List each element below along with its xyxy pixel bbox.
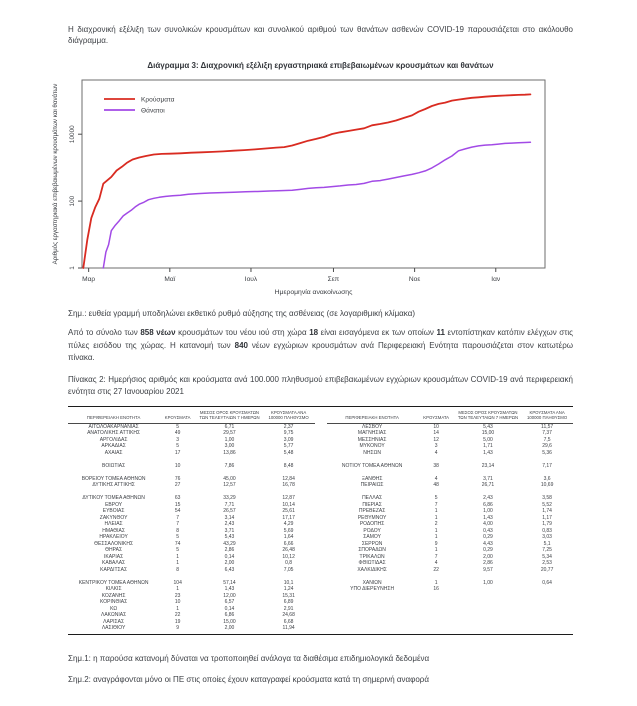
cases-value: 49 (174, 430, 181, 437)
cases-value: 9 (176, 625, 180, 632)
region-name: ΒΟΡΕΙΟΥ ΤΟΜΕΑ ΑΘΗΝΩΝ (81, 475, 146, 482)
region-name: ΦΘΙΩΤΙΔΑΣ (358, 560, 386, 567)
per100k-value: 2,53 (542, 560, 552, 567)
region-name: ΞΑΝΘΗΣ (361, 475, 383, 482)
per100k-value: 7,17 (542, 462, 552, 469)
cases-value: 5 (176, 534, 180, 541)
avg7-value: 12,57 (223, 482, 236, 489)
cases-value: 7 (434, 501, 438, 508)
region-name: ΡΟΔΟΥ (363, 527, 381, 534)
avg7-value: 0,29 (483, 547, 493, 554)
empty-cell (521, 625, 573, 632)
avg7-value: 6,57 (224, 599, 235, 606)
domestic-cases: 840 (234, 340, 248, 350)
per100k-value: 25,61 (282, 508, 295, 515)
per100k-value: 6,66 (283, 540, 294, 547)
per100k-value: 7,37 (542, 430, 552, 437)
region-name: ΣΑΜΟΥ (363, 534, 381, 541)
avg7-value: 1,00 (224, 436, 235, 443)
cases-value: 9 (434, 540, 438, 547)
region-name: ΑΧΑΪΑΣ (104, 449, 123, 456)
region-name: ΖΑΚΥΝΘΟΥ (99, 514, 128, 521)
avg7-value: 6,86 (224, 612, 235, 619)
avg7-value: 15,00 (223, 618, 236, 625)
cases-value: 38 (433, 462, 439, 469)
per100k-value: 5,1 (543, 540, 551, 547)
regional-table-left (68, 408, 315, 632)
avg7-value: 1,43 (483, 514, 493, 521)
avg7-value: 1,00 (483, 579, 493, 586)
region-name: ΡΕΘΥΜΝΟΥ (357, 514, 387, 521)
per100k-value: 11,94 (282, 625, 295, 632)
cases-value: 4 (434, 560, 438, 567)
region-name: ΕΒΡΟΥ (105, 501, 123, 508)
avg7-value: 0,14 (224, 553, 235, 560)
cases-value: 5 (434, 495, 438, 502)
cases-value: 1 (176, 553, 180, 560)
avg7-value: 29,57 (223, 430, 236, 437)
avg7-value: 0,43 (483, 527, 493, 534)
cases-value: 8 (176, 527, 180, 534)
region-name: ΣΕΡΡΩΝ (361, 540, 383, 547)
cases-value: 54 (174, 508, 181, 515)
per100k-value: 26,48 (282, 547, 295, 554)
avg7-value: 23,14 (481, 462, 495, 469)
avg7-value: 0,14 (224, 605, 235, 612)
per100k-value: 5,48 (283, 449, 294, 456)
region-name: ΠΕΙΡΑΙΩΣ (360, 482, 384, 489)
cases-value: 1 (434, 508, 438, 515)
avg7-value: 45,00 (223, 475, 236, 482)
cases-value: 5 (176, 423, 180, 430)
empty-cell (327, 625, 418, 632)
per100k-value: 3,03 (542, 534, 552, 541)
avg7-value: 43,29 (223, 540, 236, 547)
per100k-value: 0,64 (542, 579, 552, 586)
region-name: ΜΕΣΣΗΝΙΑΣ (357, 436, 387, 443)
column-header: ΚΡΟΥΣΜΑΤΑ (418, 408, 455, 424)
cases-value: 76 (174, 475, 181, 482)
cases-value: 1 (434, 534, 438, 541)
avg7-value: 3,71 (483, 475, 493, 482)
cases-value: 23 (174, 592, 181, 599)
cases-value: 19 (174, 618, 181, 625)
avg7-value: 4,43 (483, 540, 493, 547)
cases-summary-paragraph (68, 327, 573, 365)
per100k-value: 9,75 (283, 430, 294, 437)
avg7-value: 5,00 (483, 436, 493, 443)
avg7-value: 7,86 (224, 462, 235, 469)
region-name: ΑΙΤΩΛΟΑΚΑΡΝΑΝΙΑΣ (88, 423, 139, 430)
avg7-value: 2,00 (224, 625, 235, 632)
gate-detected-cases: 11 (436, 328, 445, 337)
region-name: ΚΙΛΚΙΣ (105, 586, 122, 593)
svg-text:1: 1 (69, 266, 76, 270)
per100k-value: 12,84 (282, 475, 295, 482)
table-row (327, 423, 574, 430)
avg7-value: 2,86 (483, 560, 493, 567)
cases-value: 1 (176, 605, 180, 612)
avg7-value: 1,71 (483, 443, 493, 450)
region-name: ΔΥΤΙΚΟΥ ΤΟΜΕΑ ΑΘΗΝΩΝ (82, 495, 145, 502)
avg7-value: 6,86 (483, 501, 493, 508)
footnote-2: Σημ.2: αναγράφονται μόνο οι ΠΕ στις οποίες έχουν καταγραφεί κρούσματα κατά τη σημερινή αναφορά (68, 674, 429, 684)
table-row (68, 625, 315, 632)
avg7-value: 1,43 (483, 449, 493, 456)
region-name: ΝΗΣΩΝ (363, 449, 381, 456)
region-name: ΧΑΛΚΙΔΙΚΗΣ (357, 566, 387, 573)
cases-value: 2 (434, 521, 438, 528)
chart-note: Σημ.: ευθεία γραμμή υποδηλώνει εκθετικό ρυθμό αύξησης της ασθένειας (σε λογαριθμική κλίμακα) (68, 309, 415, 318)
per100k-value: 7,5 (543, 436, 551, 443)
region-name: ΜΑΓΝΗΣΙΑΣ (357, 430, 387, 437)
per100k-value: 5,34 (542, 553, 552, 560)
per100k-value: 15,31 (282, 592, 295, 599)
cases-value: 8 (176, 566, 180, 573)
table-row (68, 423, 315, 430)
cases-value: 1 (434, 579, 438, 586)
per100k-value: 7,25 (542, 547, 552, 554)
svg-text:Σεπ: Σεπ (327, 276, 340, 283)
intro-paragraph: Η διαχρονική εξέλιξη των συνολικών κρουσμάτων και συνολικού αριθμού των θανάτων ασθενών COVID-19 παρουσιάζεται στο ακόλουθο διάγραμμα. (68, 25, 573, 45)
cases-value: 48 (433, 482, 439, 489)
cases-value: 1 (176, 586, 180, 593)
column-header: ΚΡΟΥΣΜΑΤΑ ΑΝΑ 100000 ΠΛΗΘΥΣΜΟ (521, 408, 573, 424)
svg-text:Αριθμός εργαστηριακά επιβεβαιω: Αριθμός εργαστηριακά επιβεβαιωμένων κρουσμάτων και θανάτων (52, 83, 59, 265)
region-name: ΗΜΑΘΙΑΣ (102, 527, 125, 534)
cases-value: 1 (434, 514, 438, 521)
summary-text: κρουσμάτων του νέου ιού στη χώρα (175, 328, 310, 337)
region-name: ΤΡΙΚΑΛΩΝ (359, 553, 385, 560)
per100k-value: 3,09 (283, 436, 294, 443)
per100k-value: 3,6 (543, 475, 551, 482)
imported-cases: 18 (309, 328, 319, 337)
per100k-value: 0,8 (285, 560, 293, 567)
footnote-1: Σημ.1: η παρούσα κατανομή δύναται να τροποποιηθεί ανάλογα τα διαθέσιμα επιδημιολογικά δεδομένα (68, 653, 430, 663)
avg7-value: 2,00 (483, 553, 493, 560)
region-name: ΛΕΣΒΟΥ (362, 423, 383, 430)
region-name: ΜΥΚΟΝΟΥ (359, 443, 385, 450)
table-spacer-row (327, 625, 574, 632)
avg7-value: 2,86 (224, 547, 235, 554)
region-name: ΒΟΙΩΤΙΑΣ (101, 462, 126, 469)
region-name: ΙΚΑΡΙΑΣ (103, 553, 124, 560)
per100k-value: 17,17 (282, 514, 295, 521)
avg7-value: 12,00 (223, 592, 236, 599)
region-name: ΝΟΤΙΟΥ ΤΟΜΕΑ ΑΘΗΝΩΝ (341, 462, 403, 469)
region-name: ΑΝΑΤΟΛΙΚΗΣ ΑΤΤΙΚΗΣ (87, 430, 141, 437)
cases-value: 4 (434, 475, 438, 482)
footnotes (68, 653, 573, 685)
column-header: ΠΕΡΙΦΕΡΕΙΑΚΗ ΕΝΟΤΗΤΑ (327, 408, 418, 424)
cases-value: 16 (433, 586, 439, 593)
region-name: ΚΟΖΑΝΗΣ (101, 592, 126, 599)
per100k-value: 24,68 (282, 612, 295, 619)
per100k-value: 6,68 (283, 618, 294, 625)
chart-container (48, 72, 573, 305)
column-header: ΚΡΟΥΣΜΑΤΑ ΑΝΑ 100000 ΠΛΗΘΥΣΜΟ (263, 408, 315, 424)
per100k-value: 10,1 (283, 579, 294, 586)
cases-value: 27 (174, 482, 181, 489)
cases-value: 10 (433, 423, 439, 430)
per100k-value: 20,77 (540, 566, 554, 573)
per100k-value: 10,12 (282, 553, 295, 560)
svg-text:Ιαν: Ιαν (491, 276, 501, 283)
cases-value: 12 (433, 436, 439, 443)
avg7-value: 9,57 (483, 566, 493, 573)
svg-text:Μαρ: Μαρ (82, 276, 96, 283)
avg7-value: 3,71 (224, 527, 235, 534)
cases-value: 15 (174, 501, 181, 508)
region-name: ΘΗΡΑΣ (105, 547, 123, 554)
cases-value: 63 (174, 495, 181, 502)
svg-text:Κρούσματα: Κρούσματα (141, 96, 175, 104)
region-name: ΠΡΕΒΕΖΑΣ (358, 508, 386, 515)
per100k-value: 11,57 (541, 423, 554, 430)
cases-value: 5 (176, 443, 180, 450)
region-name: ΛΑΡΙΣΑΣ (103, 618, 125, 625)
region-name: ΚΟΡΙΝΘΙΑΣ (100, 599, 128, 606)
region-name: ΛΑΣΙΘΙΟΥ (101, 625, 126, 632)
empty-cell (455, 625, 522, 632)
avg7-value: 6,43 (224, 566, 235, 573)
summary-text: είναι εισαγόμενα εκ των οποίων (318, 328, 437, 337)
svg-text:10000: 10000 (69, 125, 76, 144)
region-name: ΗΡΑΚΛΕΙΟΥ (99, 534, 128, 541)
avg7-value: 0,29 (483, 534, 493, 541)
region-name: ΕΥΒΟΙΑΣ (102, 508, 125, 515)
cases-value: 22 (174, 612, 181, 619)
per100k-value: 0,83 (542, 527, 552, 534)
cases-value: 7 (434, 553, 438, 560)
cases-value: 17 (174, 449, 181, 456)
avg7-value: 3,14 (224, 514, 235, 521)
region-name: ΣΠΟΡΑΔΩΝ (358, 547, 386, 554)
avg7-value: 26,71 (481, 482, 495, 489)
avg7-value: 4,00 (483, 521, 493, 528)
cases-value: 3 (434, 443, 438, 450)
regional-table (68, 406, 573, 635)
column-header: ΚΡΟΥΣΜΑΤΑ (159, 408, 196, 424)
per100k-value: 16,78 (282, 482, 295, 489)
total-new-cases: 858 νέων (140, 328, 176, 337)
avg7-value: 26,57 (223, 508, 236, 515)
per100k-value: 5,77 (283, 443, 294, 450)
empty-cell (418, 625, 455, 632)
region-name: ΚΕΝΤΡΙΚΟΥ ΤΟΜΕΑ ΑΘΗΝΩΝ (78, 579, 149, 586)
svg-text:Ημερομηνία ανακοίνωσης: Ημερομηνία ανακοίνωσης (274, 289, 353, 296)
per100k-value: 8,48 (283, 462, 294, 469)
avg7-value: 3,00 (224, 443, 235, 450)
avg7-value: 33,29 (223, 495, 236, 502)
cases-value: 4 (434, 449, 438, 456)
chart-title: Διάγραμμα 3: Διαχρονική εξέλιξη εργαστηριακά επιβεβαιωμένων κρουσμάτων και θανάτων (147, 61, 494, 70)
per100k-value: 2,91 (283, 605, 294, 612)
cases-deaths-chart (48, 72, 553, 300)
cases-value: 7 (176, 521, 180, 528)
avg7-value: 5,43 (224, 534, 235, 541)
region-name: ΠΙΕΡΙΑΣ (362, 501, 382, 508)
avg7-value: 1,43 (224, 586, 235, 593)
per100k-value: 1,74 (542, 508, 552, 515)
avg7-value: 2,43 (483, 495, 493, 502)
avg7-value: 2,00 (224, 560, 235, 567)
per100k-value: 7,05 (283, 566, 294, 573)
cases-value: 104 (173, 579, 182, 586)
cases-value: 14 (433, 430, 439, 437)
per100k-value: 1,64 (283, 534, 294, 541)
region-name: ΠΕΛΛΑΣ (362, 495, 383, 502)
cases-value: 3 (176, 436, 180, 443)
region-name: ΚΑΒΑΛΑΣ (102, 560, 126, 567)
per100k-value: 1,24 (283, 586, 294, 593)
per100k-value: 1,79 (542, 521, 552, 528)
cases-value: 1 (434, 527, 438, 534)
avg7-value: 1,00 (483, 508, 493, 515)
column-header: ΠΕΡΙΦΕΡΕΙΑΚΗ ΕΝΟΤΗΤΑ (68, 408, 159, 424)
cases-value: 7 (176, 514, 180, 521)
avg7-value: 2,43 (224, 521, 235, 528)
per100k-value: 29,6 (542, 443, 552, 450)
avg7-value: 13,86 (223, 449, 236, 456)
cases-value: 10 (174, 462, 181, 469)
region-name: ΑΡΚΑΔΙΑΣ (101, 443, 126, 450)
svg-text:100: 100 (69, 195, 76, 207)
column-header: ΜΕΣΟΣ ΟΡΟΣ ΚΡΟΥΣΜΑΤΩΝ ΤΩΝ ΤΕΛΕΥΤΑΙΩΝ 7 ΗΜΕΡΩΝ (196, 408, 263, 424)
per100k-value: 5,69 (283, 527, 294, 534)
per100k-value: 10,14 (282, 501, 295, 508)
per100k-value: 6,89 (283, 599, 294, 606)
per100k-value: 1,17 (542, 514, 552, 521)
svg-text:Θάνατοι: Θάνατοι (141, 107, 165, 115)
per100k-value: 4,29 (283, 521, 294, 528)
avg7-value: 57,14 (223, 579, 236, 586)
cases-value: 22 (433, 566, 439, 573)
avg7-value: 15,00 (481, 430, 495, 437)
table-caption: Πίνακας 2: Ημερήσιος αριθμός και κρούσματα ανά 100.000 πληθυσμού επιβεβαιωμένων εγχώριων κρουσμάτων COVID-19 ανά περιφερειακή ενότητα στις 27 Ιανουαρίου 2021 (68, 374, 573, 396)
region-name: ΧΑΝΙΩΝ (362, 579, 382, 586)
per100k-value: 2,37 (283, 423, 294, 430)
avg7-value: 7,71 (224, 501, 235, 508)
region-name: ΗΛΕΙΑΣ (104, 521, 123, 528)
region-name: ΚΑΡΔΙΤΣΑΣ (100, 566, 128, 573)
per100k-value: 5,36 (542, 449, 552, 456)
cases-value: 1 (434, 547, 438, 554)
region-name: ΛΑΚΩΝΙΑΣ (101, 612, 127, 619)
region-name: ΔΥΤΙΚΗΣ ΑΤΤΙΚΗΣ (92, 482, 135, 489)
avg7-value: 5,43 (483, 423, 493, 430)
region-name: ΥΠΟ ΔΙΕΡΕΥΝΗΣΗ (350, 586, 395, 593)
regional-table-right (327, 408, 574, 632)
summary-text: νέων εγχώριων κρουσμάτων ανά Περιφερειακή Ενότητα παρουσιάζεται στον κατωτέρω πίνακα. (68, 340, 574, 362)
per100k-value: 10,69 (540, 482, 554, 489)
summary-text: Από το σύνολο των (68, 328, 141, 337)
avg7-value: 6,71 (224, 423, 235, 430)
region-name: ΘΕΣΣΑΛΟΝΙΚΗΣ (94, 540, 134, 547)
svg-text:Νοε: Νοε (408, 276, 421, 283)
cases-value: 1 (176, 560, 180, 567)
svg-text:Ιουλ: Ιουλ (244, 276, 258, 283)
column-header: ΜΕΣΟΣ ΟΡΟΣ ΚΡΟΥΣΜΑΤΩΝ ΤΩΝ ΤΕΛΕΥΤΑΙΩΝ 7 ΗΜΕΡΩΝ (455, 408, 522, 424)
summary-text: εντοπίστηκαν κατόπιν ελέγχων στις πύλες εισόδου της χώρας. Η κατανομή των (68, 328, 574, 350)
cases-value: 5 (176, 547, 180, 554)
per100k-value: 5,52 (542, 501, 552, 508)
per100k-value: 12,87 (282, 495, 295, 502)
region-name: ΚΩ (110, 605, 118, 612)
region-name: ΡΟΔΟΠΗΣ (359, 521, 385, 528)
cases-value: 74 (174, 540, 181, 547)
per100k-value: 3,58 (542, 495, 552, 502)
svg-text:Μαϊ: Μαϊ (164, 276, 176, 283)
cases-value: 10 (174, 599, 181, 606)
region-name: ΑΡΓΟΛΙΔΑΣ (99, 436, 128, 443)
